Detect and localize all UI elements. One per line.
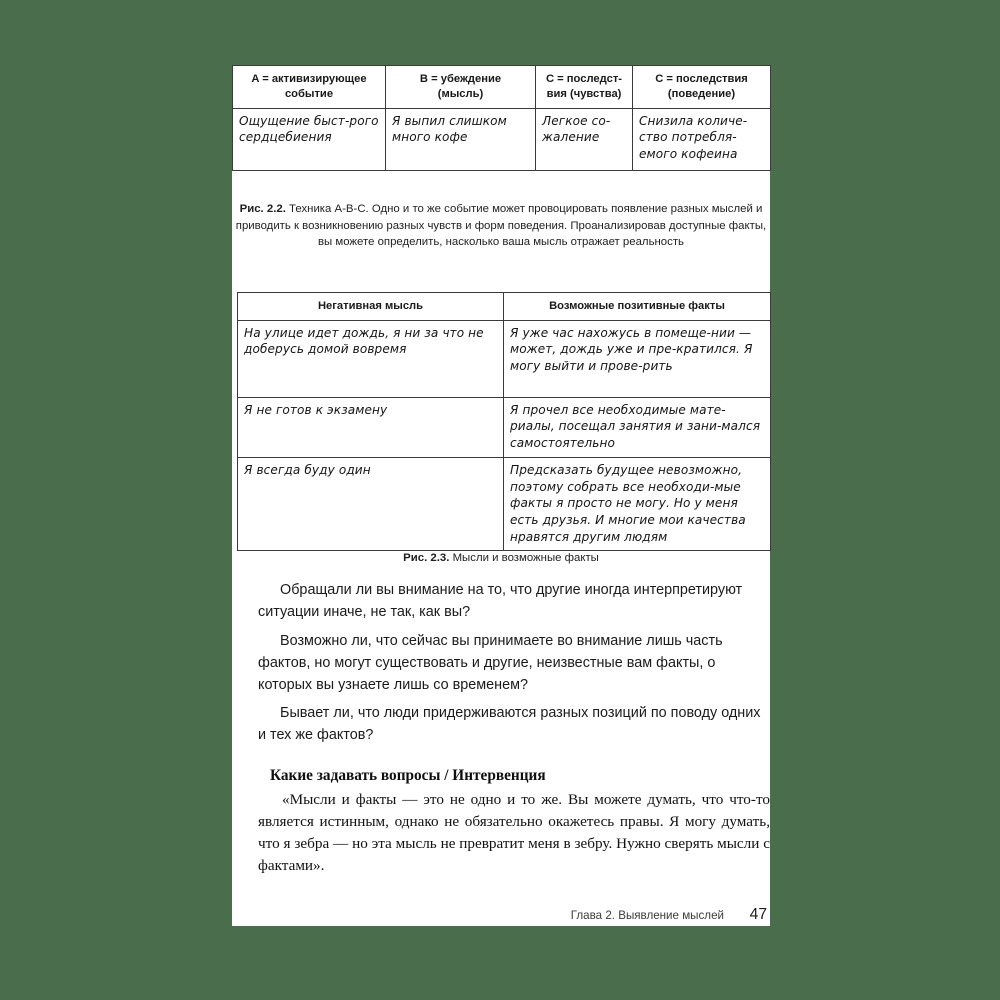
abc-header-c-feelings	[536, 66, 633, 109]
abc-header-b-line1: B = убеждение	[419, 73, 502, 85]
abc-header-a	[233, 66, 386, 109]
table-header-row	[238, 293, 771, 321]
facts-cell-thought-2: Я не готов к экзамену	[238, 397, 504, 457]
abc-header-c-behaviour-line2: (поведение)	[667, 87, 736, 100]
figure-caption-2-3	[232, 550, 770, 567]
body-paragraph-2: Возможно ли, что сейчас вы принимаете во внимание лишь часть фактов, но могут существовать и другие, неизвестные вам факты, о которых вы узнаете лишь со временем?	[258, 632, 723, 693]
footer-chapter-title: Глава 2. Выявление мыслей	[570, 909, 724, 922]
abc-cell-c-behaviour: Снизила количе-ство потребля-емого кофеина	[633, 108, 771, 170]
abc-cell-c-feelings: Легкое со-жаление	[536, 108, 633, 170]
table-row	[238, 397, 771, 457]
facts-cell-thought-3: Я всегда буду один	[238, 457, 504, 550]
abc-header-a-line1: A = активизирующее	[251, 73, 367, 85]
facts-header-positive-facts: Возможные позитивные факты	[504, 293, 771, 321]
body-text-block	[258, 580, 770, 877]
document-page	[232, 65, 770, 926]
abc-cell-b: Я выпил слишком много кофе	[386, 108, 536, 170]
footer-page-number: 47	[749, 906, 767, 923]
facts-table-container	[237, 292, 770, 551]
abc-header-b-line2: (мысль)	[437, 87, 484, 100]
figure-caption-2-3-text: Мысли и возможные факты	[449, 552, 599, 564]
facts-cell-facts-1: Я уже час нахожусь в помеще-нии — может, дождь уже и пре-кратился. Я могу выйти и прове-рить	[504, 320, 771, 397]
figure-caption-2-2	[232, 201, 770, 251]
table-row	[233, 108, 771, 170]
body-paragraph-3: Бывает ли, что люди придерживаются разных позиций по поводу одних и тех же фактов?	[258, 705, 761, 744]
facts-cell-thought-1: На улице идет дождь, я ни за что не доберусь домой вовремя	[238, 320, 504, 397]
page-footer	[232, 902, 770, 922]
abc-cell-a: Ощущение быст-рого сердцебиения	[233, 108, 386, 170]
abc-header-a-line2: событие	[284, 87, 334, 100]
quote-paragraph: «Мысли и факты — это не одно и то же. Вы можете думать, что что-то является истинным, однако не обязательно окажетесь правы. Я могу думать, что я зебра — но эта мысль не превратит меня в зебру. Нужно сверять мысли с фактами».	[258, 791, 770, 875]
table-row	[238, 457, 771, 550]
abc-header-c-feelings-line2: вия (чувства)	[546, 87, 622, 100]
facts-table	[237, 292, 771, 551]
abc-header-c-feelings-line1: C = последст-	[545, 73, 623, 85]
body-paragraph-1: Обращали ли вы внимание на то, что другие иногда интерпретируют ситуации иначе, не так, как вы?	[258, 582, 743, 620]
abc-header-b	[386, 66, 536, 109]
figure-label-2-3: Рис. 2.3.	[403, 552, 450, 564]
facts-cell-facts-3: Предсказать будущее невозможно, поэтому собрать все необходи-мые факты я просто не могу. Но у меня есть друзья. И многие мои качества нравятся другим людям	[504, 457, 771, 550]
abc-table	[232, 65, 771, 171]
facts-header-negative-thought: Негативная мысль	[238, 293, 504, 321]
page-content	[232, 65, 770, 926]
facts-cell-facts-2: Я прочел все необходимые мате-риалы, посещал занятия и зани-мался самостоятельно	[504, 397, 771, 457]
abc-header-c-behaviour	[633, 66, 771, 109]
figure-label-2-2: Рис. 2.2.	[239, 203, 286, 215]
section-subheading: Какие задавать вопросы / Интервенция	[270, 767, 546, 785]
table-row	[238, 320, 771, 397]
abc-table-container	[232, 65, 770, 171]
table-header-row	[233, 66, 771, 109]
abc-header-c-behaviour-line1: C = последствия	[655, 73, 748, 85]
figure-caption-2-2-text: Техника A-B-C. Одно и то же событие может провоцировать появление разных мыслей и приводить к возникновению разных чувств и форм поведения. Проанализировав доступные факты, вы можете определить, насколько ваша мысль отражает реальность	[235, 203, 767, 249]
